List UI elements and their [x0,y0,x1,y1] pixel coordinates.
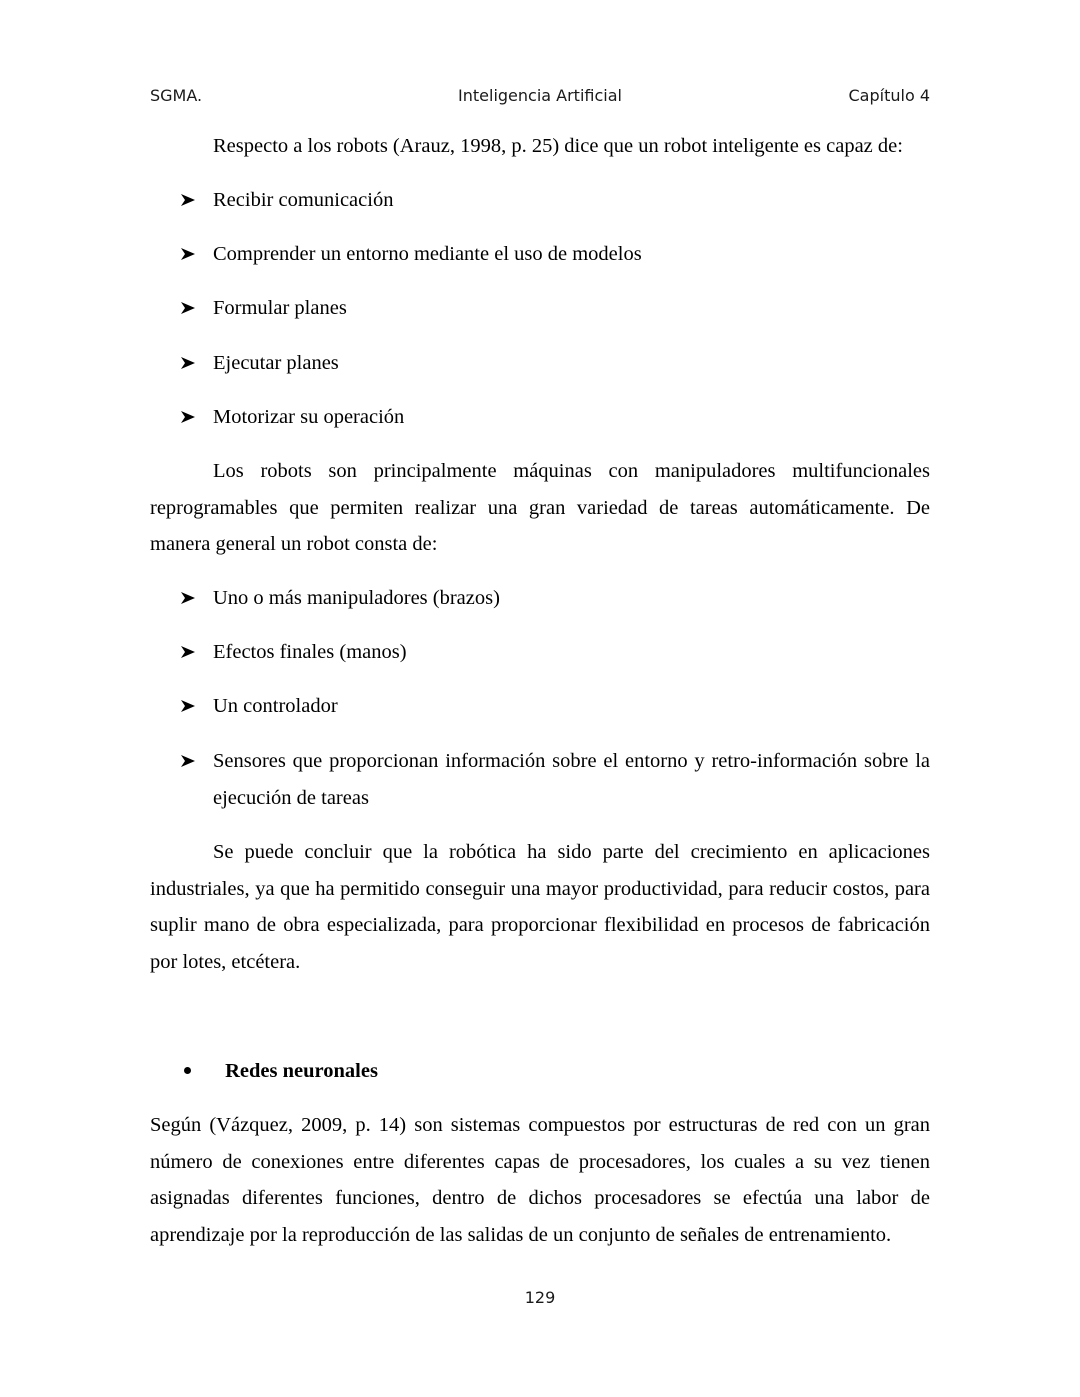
list-item: Efectos finales (manos) [180,634,930,671]
arrow-bullet-icon [180,345,200,382]
section-heading: Redes neuronales [180,1053,378,1090]
list-item: Ejecutar planes [180,345,930,382]
arrow-bullet-icon [180,580,200,617]
arrow-bullet-icon [180,236,200,273]
header-title: Inteligencia Artificial [458,86,622,105]
list-item: Motorizar su operación [180,399,930,436]
arrow-bullet-icon [180,290,200,327]
page-header [150,86,930,110]
robots-paragraph: Los robots son principalmente máquinas con manipuladores multifuncionales reprogramables que permiten realizar una gran variedad de tareas automáticamente. De manera general un robot consta de: [150,460,930,555]
list-item: Un controlador [180,688,930,725]
arrow-bullet-icon [180,182,200,219]
arrow-bullet-icon [180,399,200,436]
header-chapter: Capítulo 4 [848,86,930,105]
section-body-paragraph: Según (Vázquez, 2009, p. 14) son sistemas compuestos por estructuras de red con un gran número de conexiones entre diferentes capas de procesadores, los cuales a su vez tienen asignadas diferentes funciones, dentro de dichos procesadores se efectúa una labor de aprendizaje por la reproducción de las salidas de un conjunto de señales de entrenamiento. [150,1114,930,1246]
list-item: Formular planes [180,290,930,327]
intro-paragraph: Respecto a los robots (Arauz, 1998, p. 25) dice que un robot inteligente es capaz de: [213,135,903,157]
arrow-bullet-icon [180,688,200,725]
header-author: SGMA. [150,86,203,105]
conclusion-paragraph: Se puede concluir que la robótica ha sido parte del crecimiento en aplicaciones industriales, ya que ha permitido conseguir una mayor productividad, para reducir costos, para suplir mano de obra especializada, para proporcionar flexibilidad en procesos de fabricación por lotes, etcétera. [150,841,930,973]
round-bullet-icon [184,1067,191,1074]
arrow-bullet-icon [180,743,200,780]
list-item: Recibir comunicación [180,182,930,219]
list-item: Sensores que proporcionan información sobre el entorno y retro-información sobre la ejecución de tareas [180,743,930,816]
page-number: 129 [524,1288,556,1307]
arrow-bullet-icon [180,634,200,671]
list-item: Comprender un entorno mediante el uso de modelos [180,236,930,273]
list-item: Uno o más manipuladores (brazos) [180,580,930,617]
